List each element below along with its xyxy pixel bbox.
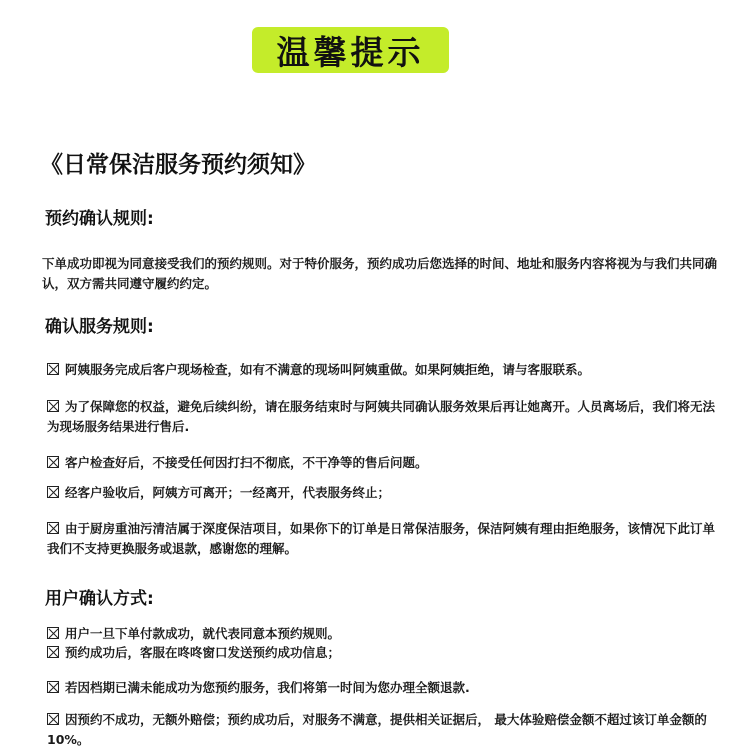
check-box-icon bbox=[47, 363, 59, 375]
user-confirm-item bbox=[47, 710, 727, 750]
document-title: 《日常保洁服务预约须知》 bbox=[40, 152, 316, 178]
user-confirm-text: 若因档期已满未能成功为您预约服务，我们将第一时间为您办理全额退款. bbox=[65, 680, 470, 695]
user-confirm-item bbox=[47, 624, 727, 644]
booking-rules-heading: 预约确认规则: bbox=[45, 209, 154, 229]
check-box-icon bbox=[47, 627, 59, 639]
service-rule-text: 经客户验收后，阿姨方可离开；一经离开，代表服务终止； bbox=[65, 485, 391, 500]
service-rule-item bbox=[47, 483, 727, 503]
check-box-icon bbox=[47, 681, 59, 693]
service-rule-item bbox=[47, 397, 727, 437]
service-rule-item bbox=[47, 519, 727, 559]
service-rule-text: 阿姨服务完成后客户现场检查，如有不满意的现场叫阿姨重做。如果阿姨拒绝，请与客服联系。 bbox=[65, 362, 591, 377]
booking-rules-paragraph: 下单成功即视为同意接受我们的预约规则。对于特价服务，预约成功后您选择的时间、地址和服务内容将视为与我们共同确认，双方需共同遵守履约约定。 bbox=[42, 256, 718, 291]
banner-title: 温馨提示 bbox=[276, 32, 425, 72]
user-confirm-item bbox=[47, 643, 727, 663]
service-rule-item bbox=[47, 453, 727, 473]
check-box-icon bbox=[47, 400, 59, 412]
service-rule-text: 为了保障您的权益，避免后续纠纷，请在服务结束时与阿姨共同确认服务效果后再让她离开。人员离场后，我们将无法为现场服务结果进行售后. bbox=[47, 399, 716, 434]
user-confirm-text: 因预约不成功，无额外赔偿；预约成功后，对服务不满意，提供相关证据后， 最大体验赔偿金额不超过该订单金额的10%。 bbox=[47, 712, 707, 747]
warm-tip-banner bbox=[252, 27, 449, 73]
service-rule-item bbox=[47, 360, 727, 380]
check-box-icon bbox=[47, 713, 59, 725]
user-confirm-item bbox=[47, 678, 727, 698]
service-rule-text: 由于厨房重油污清洁属于深度保洁项目，如果你下的订单是日常保洁服务，保洁阿姨有理由拒绝服务，该情况下此订单我们不支持更换服务或退款，感谢您的理解。 bbox=[47, 521, 716, 556]
user-confirm-text: 预约成功后，客服在咚咚窗口发送预约成功信息； bbox=[65, 645, 341, 660]
check-box-icon bbox=[47, 522, 59, 534]
user-confirm-heading: 用户确认方式: bbox=[45, 589, 154, 609]
service-rule-text: 客户检查好后，不接受任何因打扫不彻底，不干净等的售后问题。 bbox=[65, 455, 428, 470]
user-confirm-text: 用户一旦下单付款成功，就代表同意本预约规则。 bbox=[65, 626, 341, 641]
check-box-icon bbox=[47, 486, 59, 498]
service-rules-heading: 确认服务规则: bbox=[45, 317, 154, 337]
check-box-icon bbox=[47, 456, 59, 468]
check-box-icon bbox=[47, 646, 59, 658]
